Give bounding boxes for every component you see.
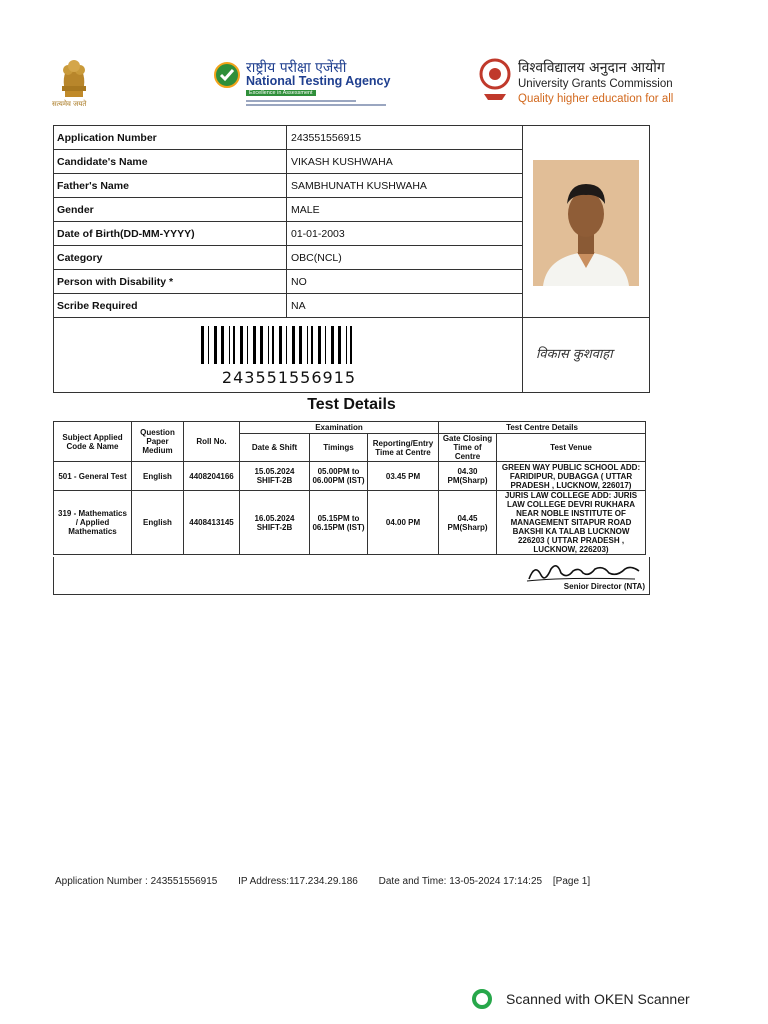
cell-subject: 319 - Mathematics / Applied Mathematics [54,491,132,555]
barcode-bar [325,326,326,364]
value-candidate-name: VIKASH KUSHWAHA [291,156,393,168]
nta-check-icon [214,62,240,88]
value-gender: MALE [291,204,320,216]
nta-logo [214,58,389,110]
value-category: OBC(NCL) [291,252,342,264]
barcode-bar [307,326,308,364]
photo-cell [523,126,650,318]
barcode-bar [221,326,224,364]
cell-timings: 05.15PM to 06.15PM (IST) [310,491,368,555]
barcode-bar [279,326,282,364]
header-centre: Test Centre Details [439,422,646,434]
barcode-bar [240,326,243,364]
barcode-bar [229,326,230,364]
ugc-tagline: Quality higher education for all [518,93,674,105]
table-row [54,491,646,555]
barcode-bar [272,326,274,364]
label-scribe: Scribe Required [57,300,138,312]
column-divider [286,126,287,318]
value-dob: 01-01-2003 [291,228,345,240]
cell-roll: 4408204166 [184,462,240,491]
header-examination: Examination [240,422,439,434]
director-label: Senior Director (NTA) [563,582,645,591]
barcode-bar [268,326,269,364]
barcode [199,326,379,388]
barcode-bar [346,326,347,364]
row-candidate-name [54,150,522,174]
ugc-emblem-icon [478,56,512,104]
row-father-name [54,174,522,198]
page-footer [55,876,608,887]
value-scribe: NA [291,300,306,312]
header-gate: Gate Closing Time of Centre [439,434,497,462]
barcode-bar [286,326,287,364]
row-category [54,246,522,270]
nta-fine-print [246,100,356,102]
row-scribe [54,294,522,318]
cell-date: 15.05.2024 SHIFT-2B [240,462,310,491]
cell-medium: English [132,462,184,491]
barcode-bar [292,326,295,364]
value-father-name: SAMBHUNATH KUSHWAHA [291,180,427,192]
label-candidate-name: Candidate's Name [57,156,148,168]
value-application-number: 243551556915 [291,132,362,144]
header-roll: Roll No. [184,422,240,462]
row-application-number [54,126,522,150]
nta-tagline: Excellence in Assessment [246,90,316,96]
candidate-photo [533,160,639,286]
nta-hindi-name: राष्ट्रीय परीक्षा एजेंसी [246,60,347,76]
header-venue: Test Venue [497,434,646,462]
barcode-bar [247,326,248,364]
label-category: Category [57,252,103,264]
row-dob [54,222,522,246]
header-timings: Timings [310,434,368,462]
barcode-bar [338,326,341,364]
header-reporting: Reporting/Entry Time at Centre [368,434,439,462]
barcode-bar [201,326,204,364]
barcode-bar [331,326,334,364]
label-father-name: Father's Name [57,180,129,192]
nta-fine-print [246,104,386,106]
value-disability: NO [291,276,307,288]
cell-venue: GREEN WAY PUBLIC SCHOOL ADD: FARIDIPUR, DUBAGGA ( UTTAR PRADESH , LUCKNOW, 226017) [497,462,646,491]
barcode-bar [253,326,256,364]
scanner-label: Scanned with OKEN Scanner [506,991,690,1007]
ugc-name: University Grants Commission [518,78,673,90]
barcode-number: 243551556915 [221,368,357,387]
barcode-bar [233,326,235,364]
footer-ip-address: IP Address:117.234.29.186 [238,876,358,887]
header-medium: Question Paper Medium [132,422,184,462]
cell-timings: 05.00PM to 06.00PM (IST) [310,462,368,491]
row-disability [54,270,522,294]
cell-gate: 04.45 PM(Sharp) [439,491,497,555]
label-gender: Gender [57,204,94,216]
row-gender [54,198,522,222]
barcode-bars [199,326,379,366]
cell-venue: JURIS LAW COLLEGE ADD: JURIS LAW COLLEGE DEVRI RUKHARA NEAR NOBLE INSTITUTE OF MANAGEMENT SITAPUR ROAD BAKSHI KA TALAB LUCKNOW 226203 ( UTTAR PRADESH , LUCKNOW, 226203) [497,491,646,555]
barcode-bar [214,326,217,364]
test-details-title: Test Details [307,396,396,413]
barcode-bar [299,326,302,364]
candidate-details-table [53,125,650,393]
barcode-bar [208,326,209,364]
director-signature-area [53,557,650,595]
barcode-bar [350,326,352,364]
lion-capital-icon [54,56,94,100]
test-details-table [53,421,646,555]
scanner-icon [472,989,492,1009]
footer-application-number: Application Number : 243551556915 [55,876,218,887]
cell-gate: 04.30 PM(Sharp) [439,462,497,491]
cell-reporting: 04.00 PM [368,491,439,555]
barcode-bar [318,326,321,364]
footer-page: [Page 1] [552,876,591,887]
ugc-logo [478,56,674,112]
header-date-shift: Date & Shift [240,434,310,462]
label-disability: Person with Disability * [57,276,174,288]
barcode-bar [260,326,263,364]
footer-date-time: Date and Time: 13-05-2024 17:14:25 [378,876,543,887]
cell-reporting: 03.45 PM [368,462,439,491]
table-row [54,462,646,491]
candidate-signature: विकास कुशवाहा [536,347,613,362]
cell-roll: 4408413145 [184,491,240,555]
cell-date: 16.05.2024 SHIFT-2B [240,491,310,555]
cell-medium: English [132,491,184,555]
header-subject: Subject Applied Code & Name [54,422,132,462]
label-dob: Date of Birth(DD-MM-YYYY) [57,228,195,240]
national-emblem-logo [54,56,94,112]
cell-subject: 501 - General Test [54,462,132,491]
emblem-caption: सत्यमेव जयते [52,100,87,108]
nta-name: National Testing Agency [246,74,391,88]
ugc-hindi-name: विश्वविद्यालय अनुदान आयोग [518,60,665,76]
barcode-bar [311,326,313,364]
label-application-number: Application Number [57,132,157,144]
